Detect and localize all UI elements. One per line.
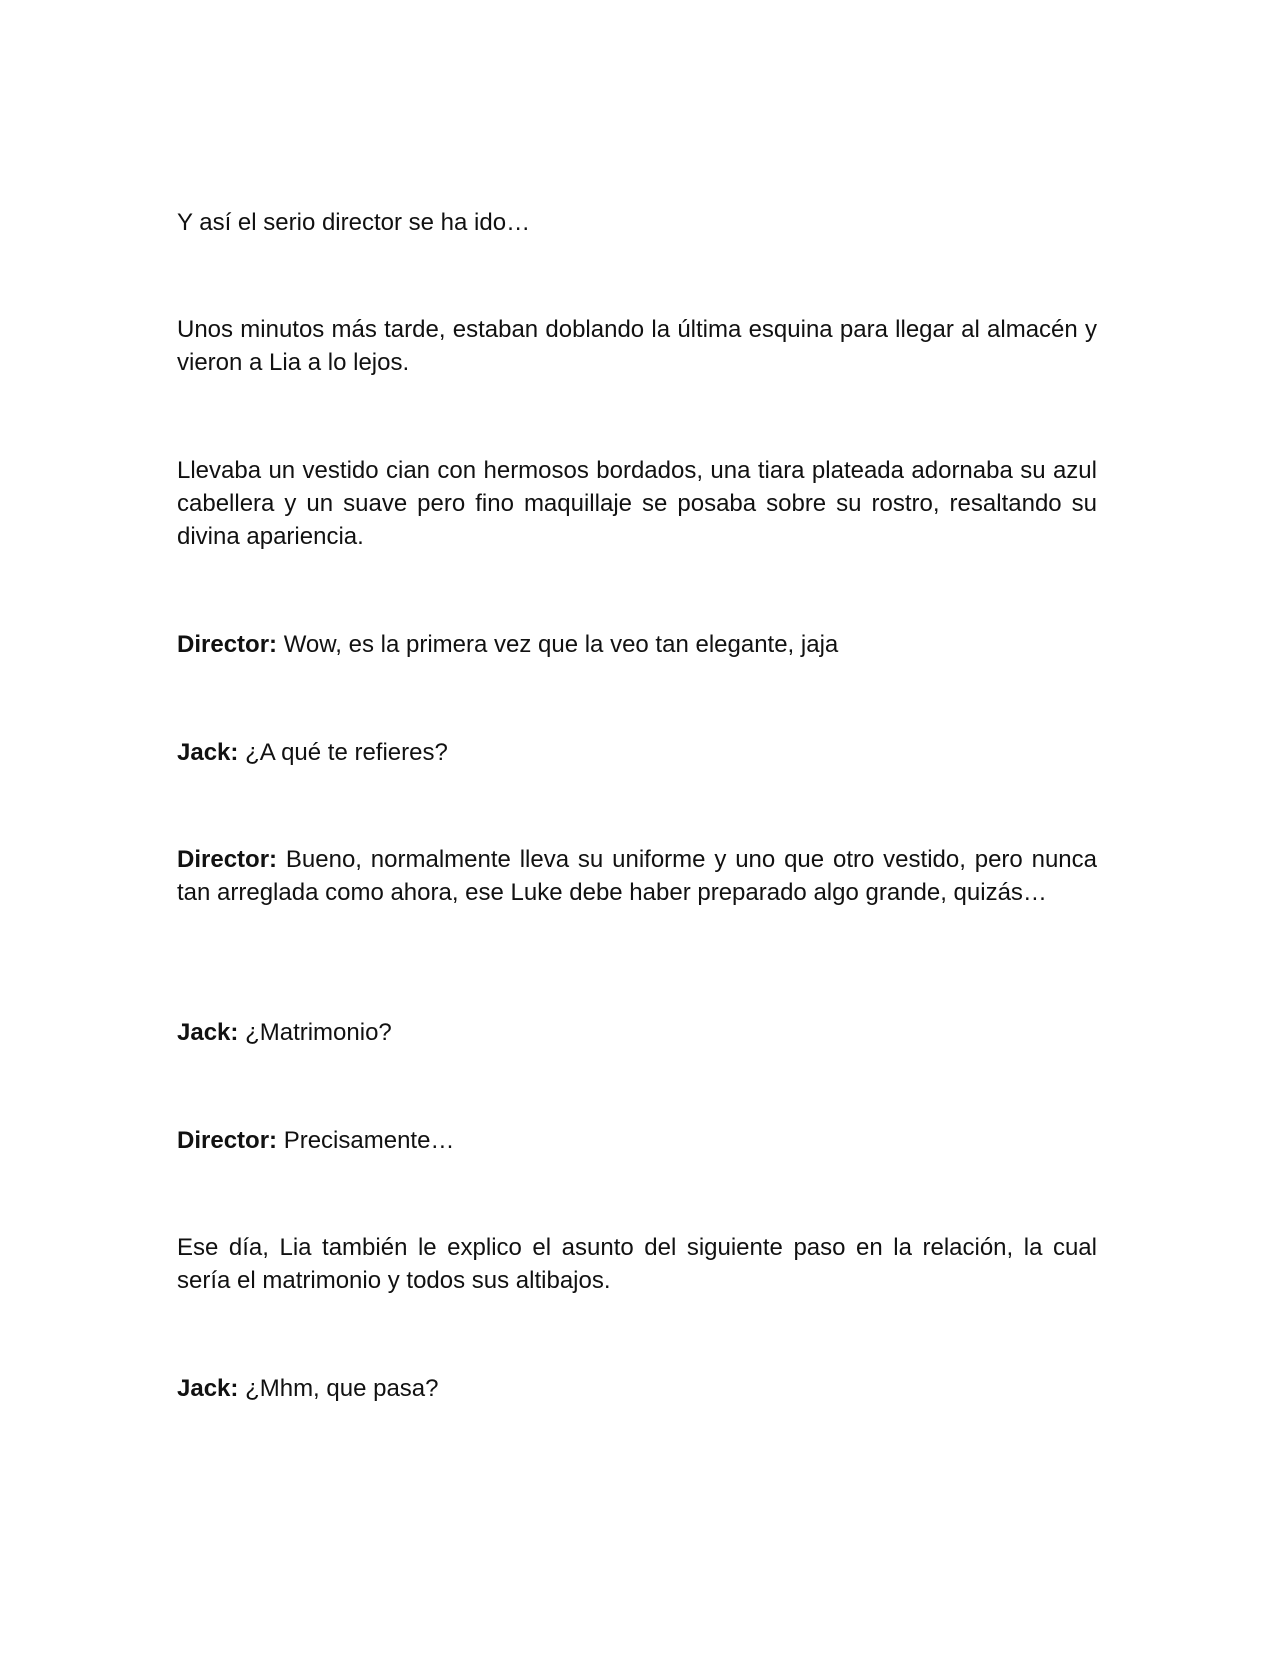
dialogue-line (177, 628, 1097, 661)
paragraph-narration (177, 454, 1097, 553)
speaker-name: Director: (177, 846, 278, 873)
paragraph-text: Y así el serio director se ha ido… (177, 209, 531, 236)
speaker-name: Director: (177, 631, 278, 658)
dialogue-text: ¿A qué te refieres? (245, 739, 448, 766)
dialogue-text: ¿Mhm, que pasa? (245, 1375, 439, 1402)
dialogue-text: Bueno, normalmente lleva su uniforme y uno que otro vestido, pero nunca tan arreglada como ahora, ese Luke debe haber preparado algo grande, quizás… (177, 846, 1098, 906)
paragraph-text: Ese día, Lia también le explico el asunto del siguiente paso en la relación, la cual sería el matrimonio y todos sus altibajos. (177, 1234, 1097, 1294)
dialogue-text: Precisamente… (283, 1127, 455, 1154)
paragraph-narration (177, 206, 1097, 239)
paragraph-narration (177, 313, 1097, 379)
dialogue-text: Wow, es la primera vez que la veo tan elegante, jaja (283, 631, 839, 658)
speaker-name: Jack: (177, 739, 239, 766)
dialogue-line (177, 1372, 1097, 1405)
speaker-name: Jack: (177, 1019, 239, 1046)
speaker-name: Director: (177, 1127, 278, 1154)
dialogue-line (177, 843, 1097, 909)
paragraph-text: Llevaba un vestido cian con hermosos bordados, una tiara plateada adornaba su azul cabellera y un suave pero fino maquillaje se posaba sobre su rostro, resaltando su divina apariencia. (177, 457, 1097, 550)
dialogue-line (177, 1016, 1097, 1049)
dialogue-line (177, 736, 1097, 769)
paragraph-text: Unos minutos más tarde, estaban doblando la última esquina para llegar al almacén y vieron a Lia a lo lejos. (177, 316, 1097, 376)
dialogue-line (177, 1124, 1097, 1157)
speaker-name: Jack: (177, 1375, 239, 1402)
paragraph-narration (177, 1231, 1097, 1297)
dialogue-text: ¿Matrimonio? (245, 1019, 392, 1046)
